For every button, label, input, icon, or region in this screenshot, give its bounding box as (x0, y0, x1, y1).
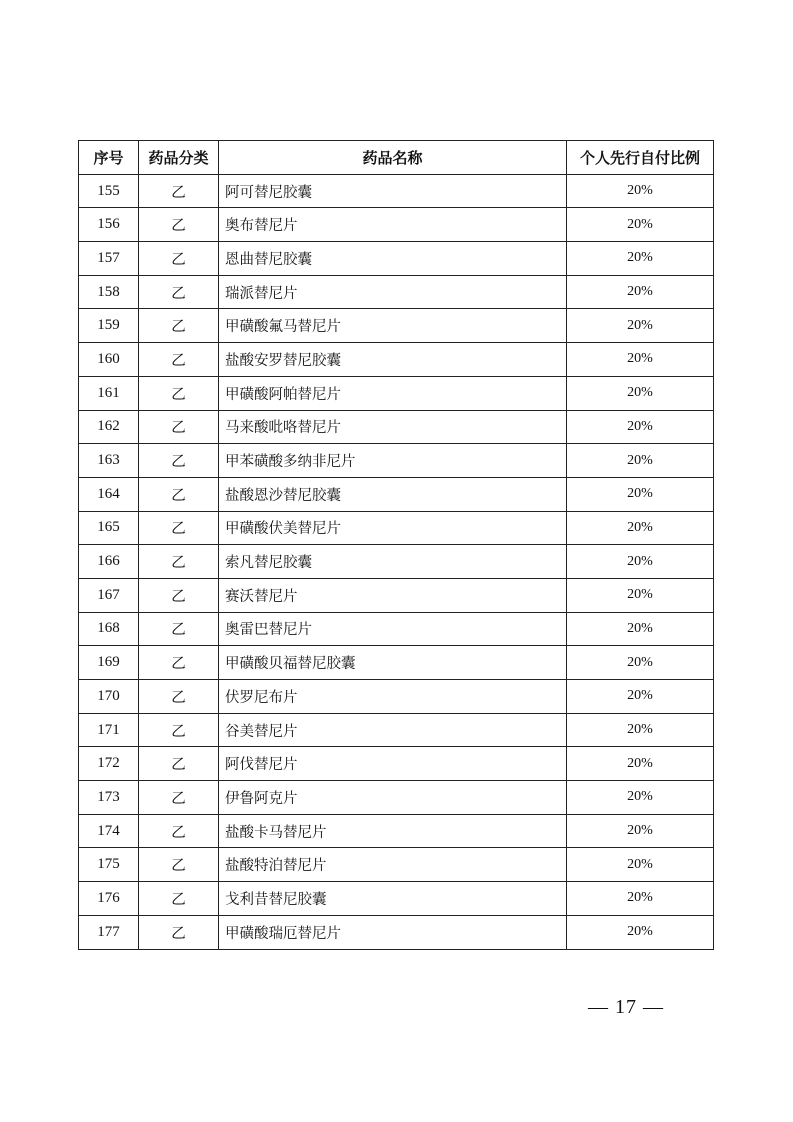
cell-category: 乙 (139, 915, 219, 949)
cell-drug-name: 盐酸卡马替尼片 (219, 814, 567, 848)
cell-category: 乙 (139, 174, 219, 208)
cell-seq: 159 (79, 309, 139, 343)
cell-self-pay-ratio: 20% (567, 646, 714, 680)
cell-category: 乙 (139, 208, 219, 242)
table-row (79, 747, 714, 781)
cell-self-pay-ratio: 20% (567, 713, 714, 747)
cell-category: 乙 (139, 612, 219, 646)
cell-seq: 160 (79, 343, 139, 377)
table-row (79, 578, 714, 612)
cell-seq: 168 (79, 612, 139, 646)
cell-drug-name: 盐酸安罗替尼胶囊 (219, 343, 567, 377)
cell-self-pay-ratio: 20% (567, 680, 714, 714)
table-row (79, 713, 714, 747)
table-row (79, 680, 714, 714)
table-row (79, 646, 714, 680)
cell-drug-name: 戈利昔替尼胶囊 (219, 882, 567, 916)
cell-self-pay-ratio: 20% (567, 848, 714, 882)
cell-self-pay-ratio: 20% (567, 444, 714, 478)
cell-category: 乙 (139, 309, 219, 343)
cell-seq: 162 (79, 410, 139, 444)
cell-seq: 169 (79, 646, 139, 680)
table-row (79, 915, 714, 949)
header-self-pay-ratio: 个人先行自付比例 (567, 141, 714, 175)
cell-self-pay-ratio: 20% (567, 242, 714, 276)
cell-category: 乙 (139, 747, 219, 781)
cell-self-pay-ratio: 20% (567, 814, 714, 848)
table-row (79, 208, 714, 242)
cell-drug-name: 盐酸特泊替尼片 (219, 848, 567, 882)
cell-drug-name: 伊鲁阿克片 (219, 781, 567, 815)
cell-self-pay-ratio: 20% (567, 477, 714, 511)
cell-self-pay-ratio: 20% (567, 511, 714, 545)
cell-category: 乙 (139, 275, 219, 309)
table-body (79, 174, 714, 949)
cell-drug-name: 马来酸吡咯替尼片 (219, 410, 567, 444)
table-row (79, 343, 714, 377)
cell-category: 乙 (139, 578, 219, 612)
cell-category: 乙 (139, 511, 219, 545)
cell-seq: 156 (79, 208, 139, 242)
table-header-row (79, 141, 714, 175)
cell-seq: 176 (79, 882, 139, 916)
cell-category: 乙 (139, 376, 219, 410)
cell-self-pay-ratio: 20% (567, 309, 714, 343)
cell-drug-name: 甲磺酸瑞厄替尼片 (219, 915, 567, 949)
cell-drug-name: 甲苯磺酸多纳非尼片 (219, 444, 567, 478)
table-row (79, 444, 714, 478)
cell-category: 乙 (139, 646, 219, 680)
cell-drug-name: 赛沃替尼片 (219, 578, 567, 612)
table-row (79, 410, 714, 444)
cell-self-pay-ratio: 20% (567, 612, 714, 646)
table-row (79, 174, 714, 208)
cell-seq: 161 (79, 376, 139, 410)
cell-drug-name: 谷美替尼片 (219, 713, 567, 747)
table-row (79, 814, 714, 848)
table-row (79, 242, 714, 276)
cell-self-pay-ratio: 20% (567, 882, 714, 916)
header-seq: 序号 (79, 141, 139, 175)
cell-drug-name: 阿伐替尼片 (219, 747, 567, 781)
cell-category: 乙 (139, 545, 219, 579)
cell-self-pay-ratio: 20% (567, 174, 714, 208)
cell-drug-name: 阿可替尼胶囊 (219, 174, 567, 208)
cell-self-pay-ratio: 20% (567, 343, 714, 377)
cell-seq: 174 (79, 814, 139, 848)
cell-drug-name: 甲磺酸阿帕替尼片 (219, 376, 567, 410)
page-number: — 17 — (588, 996, 664, 1018)
cell-category: 乙 (139, 410, 219, 444)
cell-self-pay-ratio: 20% (567, 747, 714, 781)
cell-drug-name: 瑞派替尼片 (219, 275, 567, 309)
cell-drug-name: 奥布替尼片 (219, 208, 567, 242)
cell-seq: 165 (79, 511, 139, 545)
cell-seq: 155 (79, 174, 139, 208)
cell-self-pay-ratio: 20% (567, 915, 714, 949)
cell-self-pay-ratio: 20% (567, 208, 714, 242)
cell-seq: 173 (79, 781, 139, 815)
cell-category: 乙 (139, 444, 219, 478)
cell-category: 乙 (139, 882, 219, 916)
table-row (79, 511, 714, 545)
cell-seq: 163 (79, 444, 139, 478)
cell-category: 乙 (139, 343, 219, 377)
table-row (79, 545, 714, 579)
table-row (79, 882, 714, 916)
cell-category: 乙 (139, 713, 219, 747)
cell-seq: 166 (79, 545, 139, 579)
cell-seq: 177 (79, 915, 139, 949)
cell-seq: 157 (79, 242, 139, 276)
table-row (79, 309, 714, 343)
cell-category: 乙 (139, 814, 219, 848)
cell-category: 乙 (139, 848, 219, 882)
cell-self-pay-ratio: 20% (567, 578, 714, 612)
table-row (79, 376, 714, 410)
header-drug-name: 药品名称 (219, 141, 567, 175)
table-row (79, 781, 714, 815)
cell-seq: 170 (79, 680, 139, 714)
cell-drug-name: 恩曲替尼胶囊 (219, 242, 567, 276)
cell-seq: 171 (79, 713, 139, 747)
drug-table (78, 140, 714, 950)
cell-drug-name: 索凡替尼胶囊 (219, 545, 567, 579)
cell-self-pay-ratio: 20% (567, 376, 714, 410)
cell-drug-name: 甲磺酸伏美替尼片 (219, 511, 567, 545)
cell-self-pay-ratio: 20% (567, 545, 714, 579)
table-row (79, 612, 714, 646)
cell-category: 乙 (139, 781, 219, 815)
cell-drug-name: 甲磺酸氟马替尼片 (219, 309, 567, 343)
cell-seq: 158 (79, 275, 139, 309)
cell-drug-name: 伏罗尼布片 (219, 680, 567, 714)
table-row (79, 477, 714, 511)
cell-drug-name: 盐酸恩沙替尼胶囊 (219, 477, 567, 511)
header-category: 药品分类 (139, 141, 219, 175)
cell-seq: 172 (79, 747, 139, 781)
cell-self-pay-ratio: 20% (567, 781, 714, 815)
cell-seq: 175 (79, 848, 139, 882)
cell-seq: 167 (79, 578, 139, 612)
cell-drug-name: 甲磺酸贝福替尼胶囊 (219, 646, 567, 680)
cell-category: 乙 (139, 680, 219, 714)
cell-category: 乙 (139, 477, 219, 511)
cell-self-pay-ratio: 20% (567, 275, 714, 309)
cell-category: 乙 (139, 242, 219, 276)
table-row (79, 275, 714, 309)
cell-seq: 164 (79, 477, 139, 511)
cell-self-pay-ratio: 20% (567, 410, 714, 444)
cell-drug-name: 奥雷巴替尼片 (219, 612, 567, 646)
table-row (79, 848, 714, 882)
